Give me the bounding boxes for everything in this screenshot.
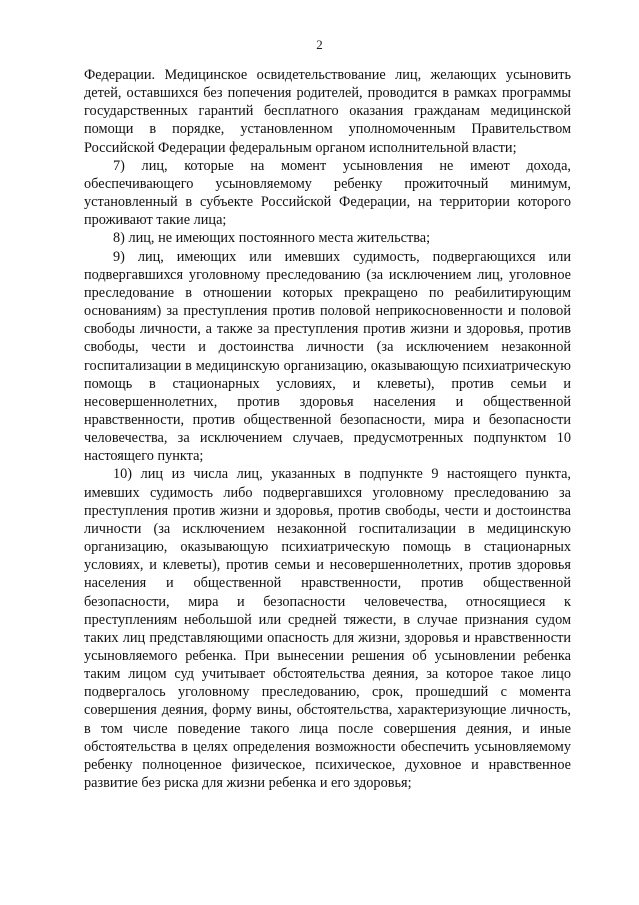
- paragraph-item-10: 10) лиц из числа лиц, указанных в подпункте 9 настоящего пункта, имевших судимость либо подвергавшихся уголовному преследованию за преступления против жизни и здоровья, против свободы, чести и достоинства личности (за исключением незаконной госпитализации в медицинскую организацию, оказывающую психиатрическую помощь в стационарных условиях, и клеветы), против семьи и несовершеннолетних, против здоровья населения и общественной нравственности, против общественной безопасности, мира и безопасности человечества, относящиеся к преступлениям небольшой или средней тяжести, в случае признания судом таких лиц представляющими опасность для жизни, здоровья и нравственности усыновляемого ребенка. При вынесении решения об усыновлении ребенка таким лицом суд учитывает обстоятельства деяния, за которое такое лицо подвергалось уголовному преследованию, срок, прошедший с момента совершения деяния, форму вины, обстоятельства, характеризующие личность, в том числе поведение такого лица после совершения деяния, и иные обстоятельства в целях определения возможности обеспечить усыновляемому ребенку полноценное физическое, психическое, духовное и нравственное развитие без риска для жизни ребенка и его здоровья;: [84, 466, 571, 792]
- page-number: 2: [316, 37, 323, 52]
- paragraph-item-9: 9) лиц, имеющих или имевших судимость, подвергающихся или подвергавшихся уголовному преследованию (за исключением лиц, уголовное преследование в отношении которых прекращено по реабилитирующим основаниям) за преступления против половой неприкосновенности и половой свободы личности, а также за преступления против жизни и здоровья, против свободы, чести и достоинства личности (за исключением незаконной госпитализации в медицинскую организацию, оказывающую психиатрическую помощь в стационарных условиях, и клеветы), против семьи и несовершеннолетних, против здоровья населения и общественной нравственности, против общественной безопасности, мира и безопасности человечества, за исключением случаев, предусмотренных подпунктом 10 настоящего пункта;: [84, 248, 571, 465]
- document-body: [84, 66, 571, 792]
- paragraph-continuation: Федерации. Медицинское освидетельствование лиц, желающих усыновить детей, оставшихся без попечения родителей, проводится в рамках программы государственных гарантий бесплатного оказания гражданам медицинской помощи в порядке, установленном уполномоченным Правительством Российской Федерации федеральным органом исполнительной власти;: [84, 67, 571, 156]
- paragraph-item-8: 8) лиц, не имеющих постоянного места жительства;: [113, 230, 431, 247]
- paragraph-item-7: 7) лиц, которые на момент усыновления не имеют дохода, обеспечивающего усыновляемому ребенку прожиточный минимум, установленный в субъекте Российской Федерации, на территории которого проживают такие лица;: [84, 157, 571, 229]
